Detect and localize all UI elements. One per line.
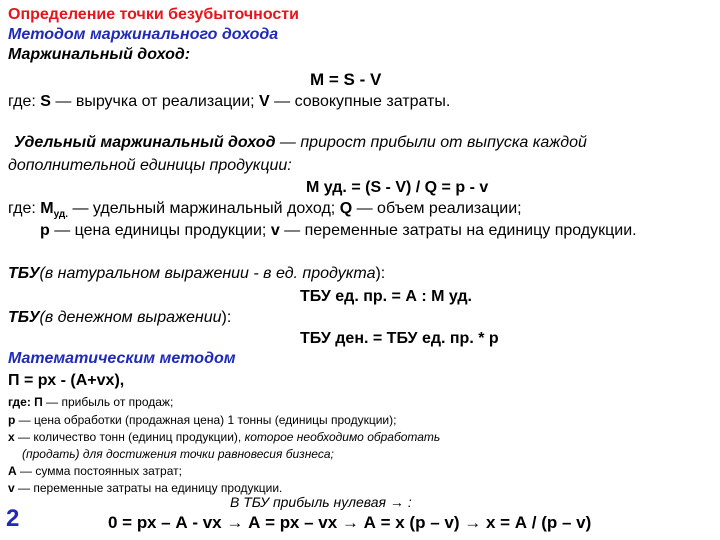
note-1-key: где: П xyxy=(8,395,43,409)
slide-title: Определение точки безубыточности xyxy=(8,6,299,23)
page-number: 2 xyxy=(6,505,20,532)
where-line-2 xyxy=(8,200,522,220)
formula-profit: П = рх - (А+vх), xyxy=(8,372,125,389)
udm-definition-line-1 xyxy=(14,134,587,152)
tbu-money-label xyxy=(8,309,231,327)
note-3-key: х xyxy=(8,430,15,444)
note-line-4: (продать) для достижения точки равновесия бизнеса; xyxy=(22,447,334,461)
formula-tbu-money: ТБУ ден. = ТБУ ед. пр. * р xyxy=(300,330,499,347)
tbu-natural-text: (в натуральном выражении - в ед. продукта xyxy=(39,265,376,282)
zero-profit-note: В ТБУ прибыль нулевая → : xyxy=(230,494,412,510)
slide-subtitle: Методом маржинального дохода xyxy=(8,26,279,43)
formula-mud: M уд. = (S - V) / Q = p - v xyxy=(306,179,489,196)
note-5-key: А xyxy=(8,464,17,478)
udm-definition-line-2: дополнительной единицы продукции: xyxy=(8,157,292,174)
q-desc: — объем реализации; xyxy=(352,200,522,217)
where-line-3 xyxy=(40,222,637,240)
note-6-text: — переменные затраты на единицу продукции. xyxy=(14,481,283,495)
note-2-key: р xyxy=(8,413,16,427)
note-line-3 xyxy=(8,430,440,444)
udm-def-1: — прирост прибыли от выпуска каждой xyxy=(275,134,587,151)
tbu-money-text: (в денежном выражении xyxy=(39,309,222,326)
var-v-unit: v xyxy=(270,222,280,239)
p-desc: — цена единицы продукции; xyxy=(49,222,271,239)
m-desc: — удельный маржинальный доход; xyxy=(68,200,340,217)
udm-term: Удельный маржинальный доход xyxy=(14,134,276,151)
final-formula: 0 = рх – А - vх → А = рх – vх → А = х (р – v) → х = А / (р – v) xyxy=(108,513,592,532)
tbu-money-end: ): xyxy=(221,309,232,326)
formula-m: M = S - V xyxy=(310,70,382,89)
math-method-heading: Математическим методом xyxy=(8,350,236,367)
var-q: Q xyxy=(339,200,353,217)
where-lead-2: где: xyxy=(8,200,41,217)
tbu-natural-label xyxy=(8,265,385,283)
var-p: p xyxy=(40,222,50,239)
var-m-sub: уд. xyxy=(53,209,69,221)
tbu-abbr-2: ТБУ xyxy=(8,309,40,326)
var-s: S xyxy=(40,93,51,110)
note-1-text: — прибыль от продаж; xyxy=(42,395,174,409)
note-3-text: — количество тонн (единиц продукции), xyxy=(14,430,245,444)
tbu-natural-end: ): xyxy=(375,265,386,282)
var-m: M xyxy=(40,200,54,217)
where-lead: где: xyxy=(8,93,41,110)
note-5-text: — сумма постоянных затрат; xyxy=(16,464,182,478)
note-line-6 xyxy=(8,481,282,495)
note-2-text: — цена обработки (продажная цена) 1 тонны (единицы продукции); xyxy=(15,413,397,427)
v-desc: — совокупные затраты. xyxy=(269,93,451,110)
note-line-2 xyxy=(8,413,396,427)
var-v: V xyxy=(259,93,270,110)
note-6-key: v xyxy=(8,481,15,495)
md-label: Маржинальный доход: xyxy=(8,46,191,63)
s-desc: — выручка от реализации; xyxy=(50,93,260,110)
formula-tbu-natural: ТБУ ед. пр. = А : М уд. xyxy=(300,288,472,305)
note-3-italic: которое необходимо обработать xyxy=(244,430,441,444)
note-line-5 xyxy=(8,464,182,478)
where-line-1 xyxy=(8,93,450,111)
note-line-1 xyxy=(8,395,173,409)
v-unit-desc: — переменные затраты на единицу продукции. xyxy=(279,222,637,239)
tbu-abbr: ТБУ xyxy=(8,265,40,282)
